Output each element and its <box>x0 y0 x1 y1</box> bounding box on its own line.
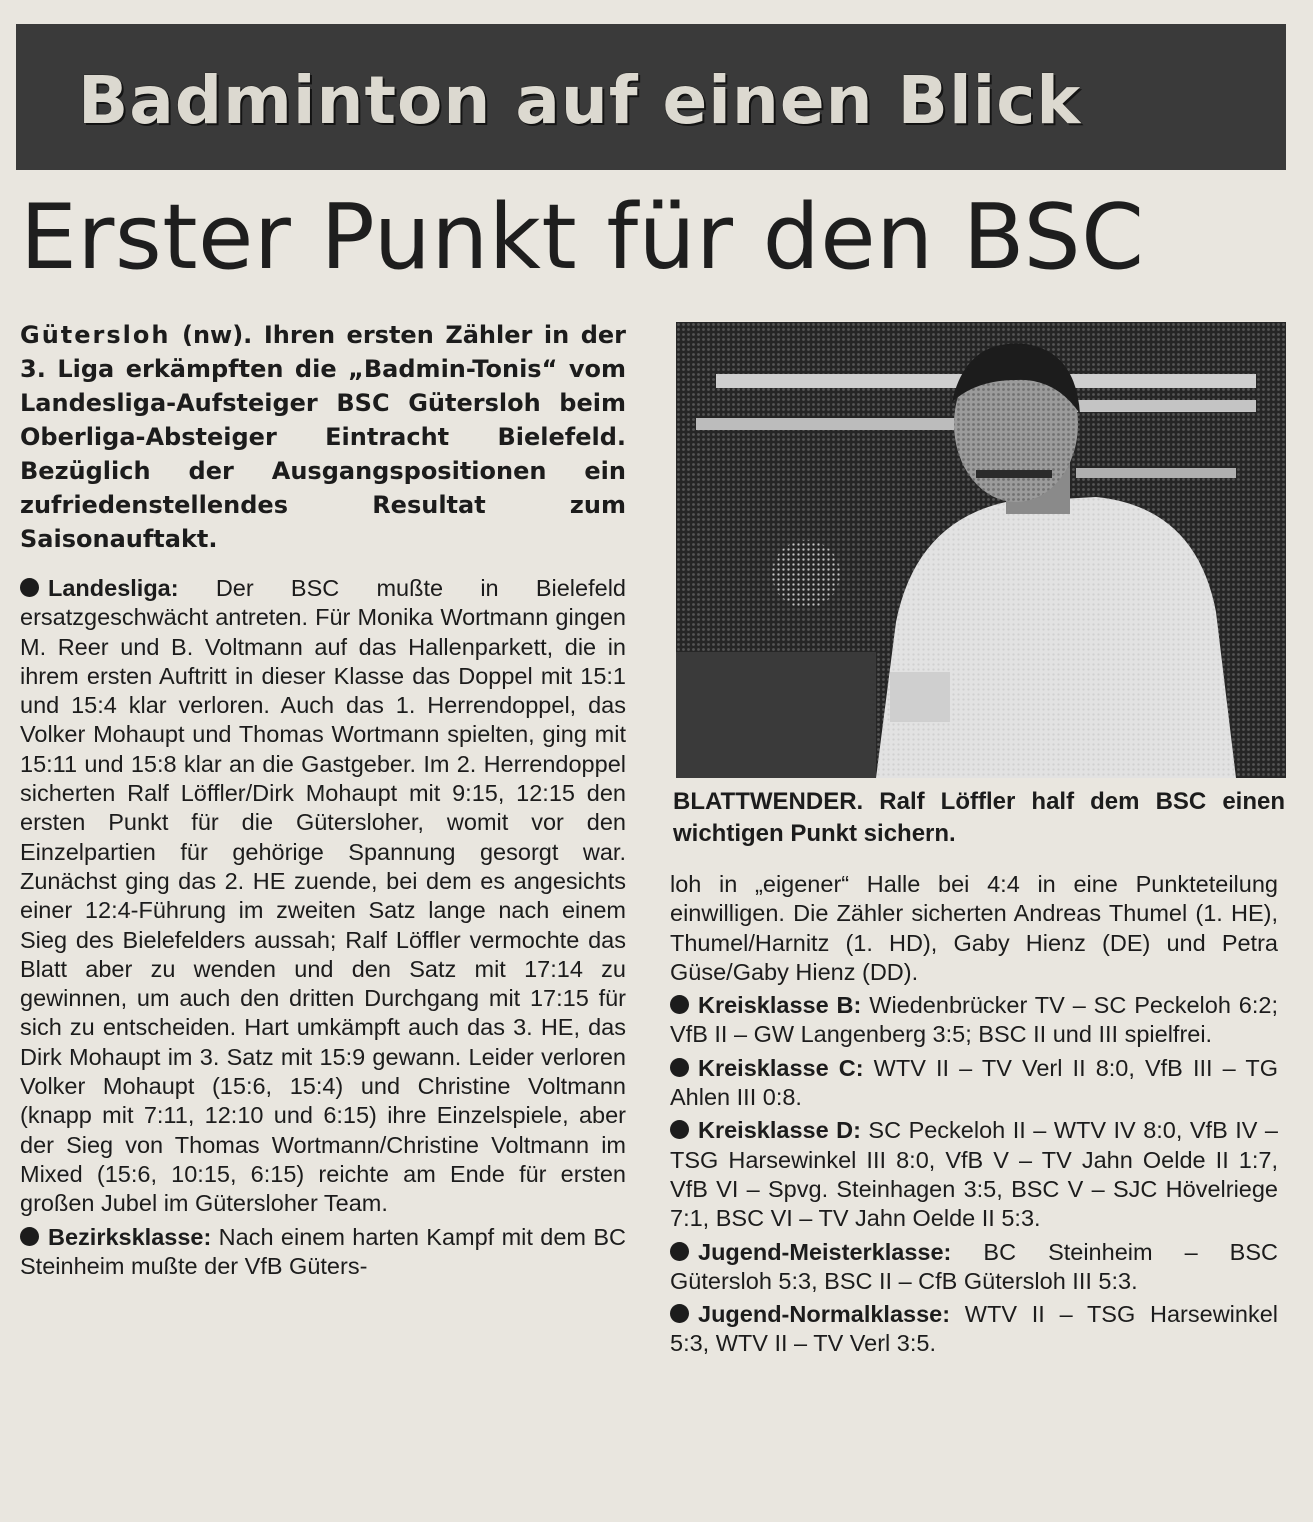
section-landesliga <box>20 574 626 1219</box>
section-text: BC Steinheim – BSC Gütersloh 5:3, BSC II – CfB Gütersloh III 5:3. <box>670 1238 1278 1294</box>
bullet-icon <box>20 578 39 597</box>
article-right-column <box>670 870 1278 1363</box>
section-text: Wiedenbrücker TV – SC Peckeloh 6:2; VfB II – GW Langenberg 3:5; BSC II und III spielfrei. <box>670 992 1278 1048</box>
intro-text: (nw). Ihren ersten Zähler in der 3. Liga erkämpften die „Badmin-Tonis“ vom Landesliga-Aufsteiger BSC Gütersloh beim Oberliga-Absteiger Eintracht Bielefeld. Bezüglich der Ausgangspositionen ein zufriedenstellendes Resultat zum Saisonauftakt. <box>20 321 626 553</box>
section-kreisklasse-c <box>670 1054 1278 1113</box>
section-text: WTV II – TV Verl II 8:0, VfB III – TG Ahlen III 0:8. <box>670 1054 1278 1111</box>
dateline-place: Gütersloh <box>20 321 171 349</box>
section-bezirksklasse-continued: loh in „eigener“ Halle bei 4:4 in eine Punkteteilung einwilligen. Die Zähler sicherten Andreas Thumel (1. HE), Thumel/Harnitz (1. HD), Gaby Hienz (DE) und Petra Güse/Gaby Hienz (DD). <box>670 871 1278 985</box>
section-text: Der BSC mußte in Bielefeld ersatzgeschwächt antreten. Für Monika Wortmann gingen M. Reer und B. Voltmann auf das Hallenparkett, die in ihrem ersten Auftritt in dieser Klasse das Doppel mit 15:1 und 15:4 klar verloren. Auch das 1. Herrendoppel, das Volker Mohaupt und Thomas Wortmann spielten, ging mit 15:11 und 15:8 klar an die Gastgeber. Im 2. Herrendoppel sicherten Ralf Löffler/Dirk Mohaupt mit 9:15, 12:15 den ersten Punkt für die Gütersloher, womit vor den Einzelpartien für gehörige Spannung gesorgt war. Zunächst ging das 2. HE zuende, bei dem es angesichts einer 12:4-Führung im zweiten Satz lange nach einem Sieg des Bielefelders aussah; Ralf Löffler vermochte das Blatt aber zu wenden und den Satz mit 17:14 zu gewinnen, um auch den dritten Durchgang mit 17:15 für sich zu entscheiden. Hart umkämpft auch das 3. HE, das Dirk Mohaupt im 3. Satz mit 15:9 gewann. Leider verloren Volker Mohaupt (15:6, 15:4) und Christine Voltmann (knapp mit 7:11, 12:10 und 6:15) ihre Einzelspiele, aber der Sieg von Thomas Wortmann/Christine Voltmann im Mixed (15:6, 10:15, 6:15) reichte am Ende für ersten großen Jubel im Gütersloher Team. <box>20 575 626 1217</box>
section-bezirksklasse-start <box>20 1223 626 1282</box>
bullet-icon <box>670 1304 689 1323</box>
section-text: SC Peckeloh II – WTV IV 8:0, VfB IV – TSG Harsewinkel III 8:0, VfB V – TV Jahn Oelde II 1:7, VfB VI – Spvg. Steinhagen 3:5, BSC V – SJC Hövelriege 7:1, BSC VI – TV Jahn Oelde II 5:3. <box>670 1117 1278 1232</box>
section-label: Landesliga: <box>48 575 179 601</box>
intro-paragraph <box>20 318 626 556</box>
article-left-column <box>20 318 626 1285</box>
title-banner <box>16 24 1286 170</box>
bullet-icon <box>670 1242 689 1261</box>
section-label: Kreisklasse B: <box>698 992 862 1019</box>
section-jugend-meisterklasse <box>670 1238 1278 1297</box>
section-text: WTV II – TSG Harsewinkel 5:3, WTV II – TV Verl 3:5. <box>670 1301 1278 1357</box>
section-kreisklasse-b <box>670 991 1278 1050</box>
section-label: Bezirksklasse: <box>48 1223 212 1250</box>
section-jugend-normalklasse <box>670 1300 1278 1359</box>
photo-caption: BLATTWENDER. Ralf Löffler half dem BSC einen wichtigen Punkt sichern. <box>673 788 1285 847</box>
headline: Erster Punkt für den BSC <box>20 185 1145 290</box>
bullet-icon <box>670 1058 689 1077</box>
bullet-icon <box>670 1120 689 1139</box>
player-photo-image <box>676 322 1286 778</box>
banner-title: Badminton auf einen Blick <box>78 62 1082 139</box>
section-label: Kreisklasse C: <box>698 1054 864 1081</box>
bullet-icon <box>670 995 689 1014</box>
bullet-icon <box>20 1227 39 1246</box>
article-photo <box>676 322 1286 778</box>
section-kreisklasse-d <box>670 1116 1278 1233</box>
section-label: Jugend-Meisterklasse: <box>698 1238 952 1265</box>
section-text: Nach einem harten Kampf mit dem BC Steinheim mußte der VfB Güters- <box>20 1223 626 1279</box>
section-label: Jugend-Normalklasse: <box>698 1301 951 1328</box>
section-label: Kreisklasse D: <box>698 1117 861 1144</box>
